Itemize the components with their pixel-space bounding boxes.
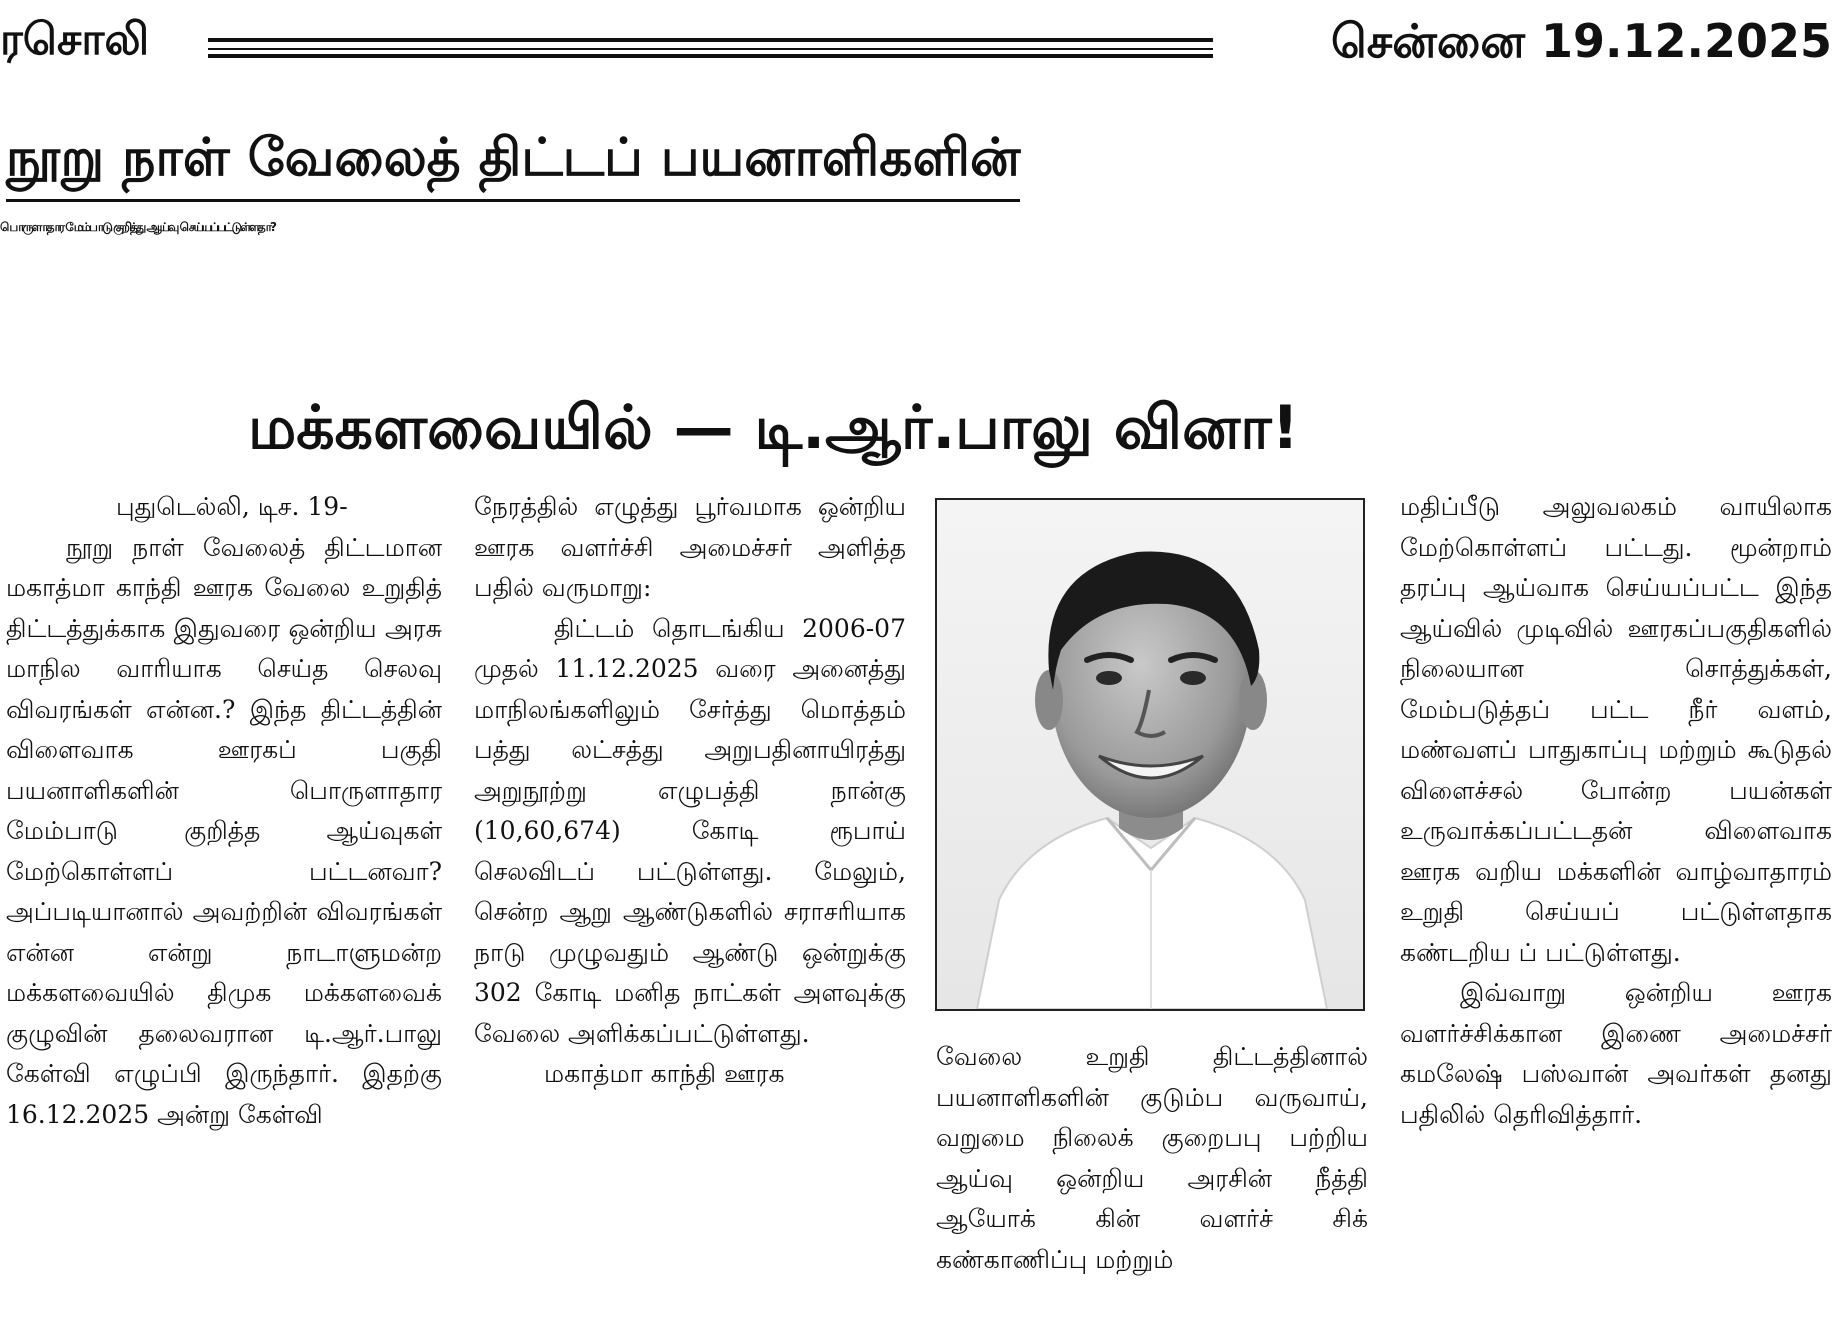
article-paragraph: நூறு நாள் வேலைத் திட்டமான மகாத்மா காந்தி ஊரக வேலை உறுதித் திட்டத்துக்காக இதுவரை ஒன்றிய அரசு மாநில வாரியாக செய்த செலவு விவரங்கள் என்ன.? இந்த திட்டத்தின் விளைவாக ஊரகப் பகுதி பயனாளிகளின் பொருளாதார மேம்பாடு குறித்த ஆய்வுகள் மேற்கொள்ளப் பட்டனவா? அப்படியானால் அவற்றின் விவரங்கள் என்ன என்று நாடாளுமன்ற மக்களவையில் திமுக மக்களவைக் குழுவின் தலைவரான டி.ஆர்.பாலு கேள்வி எழுப்பி இருந்தார். இதற்கு 16.12.2025 அன்று கேள்வி [6,532,442,1129]
article-subhead: மக்களவையில் — டி.ஆர்.பாலு வினா! [248,393,1299,463]
article-column-2 [474,487,906,1095]
article-column-3 [936,1037,1368,1280]
newspaper-name: ரசொலி [0,14,150,65]
masthead [0,0,1838,92]
article-paragraph: மகாத்மா காந்தி ஊரக [544,1059,785,1088]
article-paragraph: புதுடெல்லி, டிச. 19- [116,492,348,521]
article-headline: பொருளாதார மேம்பாடு குறித்து ஆய்வு செய்யப்பட்டுள்ளதா? [0,220,275,234]
article-paragraph: வேலை உறுதி திட்டத்தினால் பயனாளிகளின் குடும்ப வருவாய், வறுமை நிலைக் குறைபபு பற்றிய ஆய்வு ஒன்றிய அரசின் நீத்தி ஆயோக் கின் வளர்ச் சிக் கண்காணிப்பு மற்றும் [936,1042,1368,1274]
article-paragraph: மதிப்பீடு அலுவலகம் வாயிலாக மேற்கொள்ளப் பட்டது. மூன்றாம் தரப்பு ஆய்வாக செய்யப்பட்ட இந்த ஆய்வில் முடிவில் ஊரகப்பகுதிகளில் நிலையான சொத்துக்கள், மேம்படுத்தப் பட்ட நீர் வளம், மண்வளப் பாதுகாப்பு மற்றும் கூடுதல் விளைச்சல் போன்ற பயன்கள் உருவாக்கப்பட்டதன் விளைவாக ஊரக வறிய மக்களின் வாழ்வாதாரம் உறுதி செய்யப் பட்டுள்ளதாக கண்டறிய ப் பட்டுள்ளது. [1400,492,1832,967]
masthead-rule [208,38,1213,58]
dateline: சென்னை 19.12.2025 [1330,14,1832,68]
article-paragraph: நேரத்தில் எழுத்து பூர்வமாக ஒன்றிய ஊரக வளர்ச்சி அமைச்சர் அளித்த பதில் வருமாறு: [474,492,906,602]
portrait-photo [935,498,1365,1011]
article-kicker: நூறு நாள் வேலைத் திட்டப் பயனாளிகளின் [6,128,1020,202]
portrait-illustration [937,500,1363,1009]
article-paragraph: திட்டம் தொடங்கிய 2006-07 முதல் 11.12.2025 வரை அனைத்து மாநிலங்களிலும் சேர்த்து மொத்தம் பத்து லட்சத்து அறுபதினாயிரத்து அறுநூற்று எழுபத்தி நான்கு (10,60,674) கோடி ரூபாய் செலவிடப் பட்டுள்ளது. மேலும், சென்ற ஆறு ஆண்டுகளில் சராசரியாக நாடு முழுவதும் ஆண்டு ஒன்றுக்கு 302 கோடி மனித நாட்கள் அளவுக்கு வேலை அளிக்கப்பட்டுள்ளது. [474,613,906,1048]
article-column-4 [1400,487,1832,1135]
article-paragraph: இவ்வாறு ஒன்றிய ஊரக வளர்ச்சிக்கான இணை அமைச்சர் கமலேஷ் பஸ்வான் அவர்கள் தனது பதிலில் தெரிவித்தார். [1400,978,1832,1129]
article-column-1 [6,487,442,1135]
